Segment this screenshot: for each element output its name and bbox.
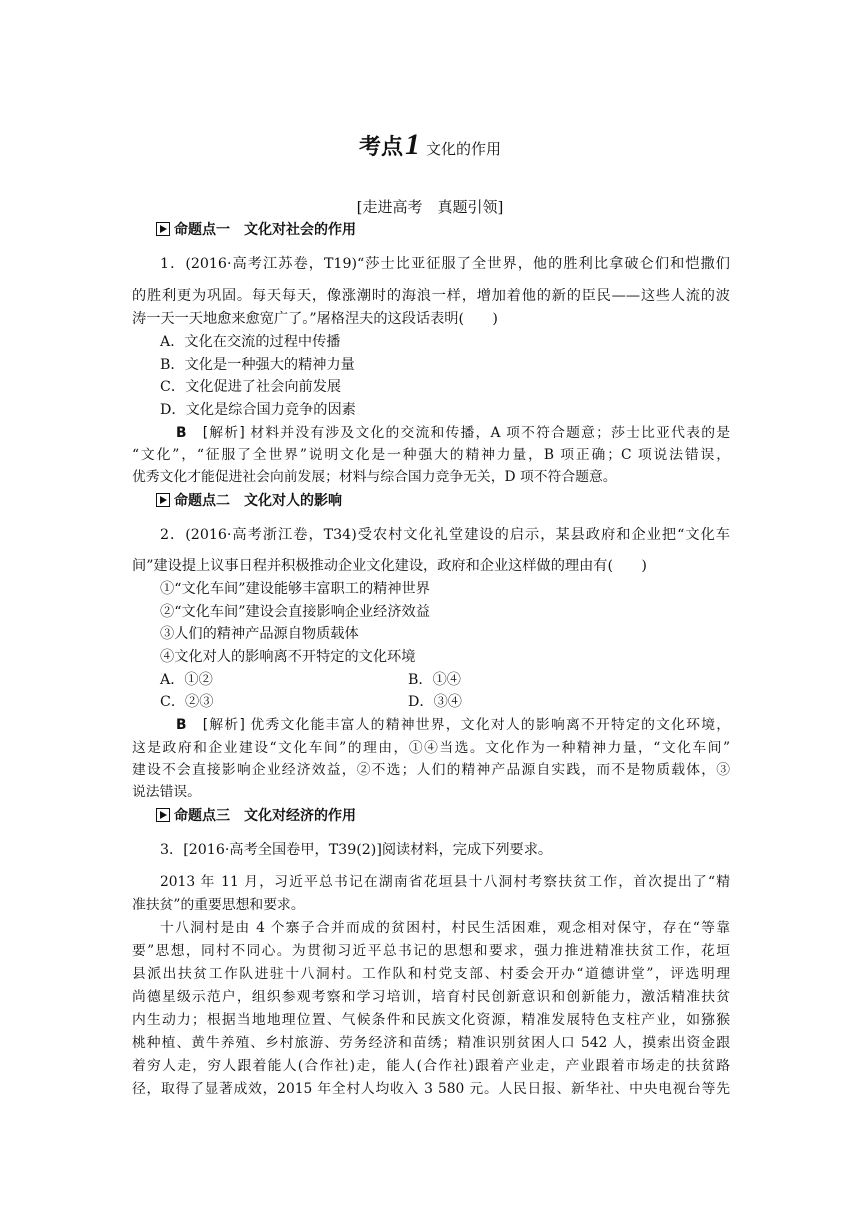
topic-header-3-title: 文化对经济的作用 — [244, 808, 356, 824]
q3-paragraph-2-line-7: 着穷人走，穷人跟着能人(合作社)走，能人(合作社)跟着产业走，产业跟着市场走的扶贫路 — [132, 1058, 730, 1074]
q3-line-1: 3．[2016·高考全国卷甲，T39(2)]阅读材料，完成下列要求。 — [160, 842, 553, 858]
q1-explanation-1: B [解析] 材料并没有涉及文化的交流和传播，A 项不符合题意；莎士比亚代表的是 — [176, 425, 731, 441]
play-triangle-icon — [156, 808, 170, 822]
q2-explanation-3: 建设不会直接影响企业经济效益，②不选；人们的精神产品源自实践，而不是物质载体，③ — [132, 762, 730, 778]
q1-explanation-3: 优秀文化才能促进社会向前发展；材料与综合国力竞争无关，D 项不符合题意。 — [132, 469, 617, 485]
q3-paragraph-2-line-6: 桃种植、黄牛养殖、乡村旅游、劳务经济和苗绣；精准识别贫困人口 542 人，摸索出资金跟 — [132, 1035, 730, 1051]
q2-explanation-1: B [解析] 优秀文化能丰富人的精神世界，文化对人的影响离不开特定的文化环境， — [176, 717, 731, 733]
topic-header-1-title: 文化对社会的作用 — [244, 222, 356, 238]
q2-statement-1: ①“文化车间”建设能够丰富职工的精神世界 — [160, 581, 430, 597]
title-number: 1 — [405, 128, 420, 161]
topic-header-2-label: 命题点二 — [174, 493, 230, 509]
q3-paragraph-2-line-2: 要”思想，同村不同心。为贯彻习近平总书记的思想和要求，强力推进精准扶贫工作，花垣 — [132, 943, 730, 959]
q3-paragraph-2-line-5: 内生动力；根据当地地理位置、气候条件和民族文化资源，精准发展特色支柱产业，如猕猴 — [132, 1012, 730, 1028]
q2-statement-4: ④文化对人的影响离不开特定的文化环境 — [160, 649, 416, 665]
q2-option-d: D．③④ — [408, 694, 462, 710]
q1-line-1: 1．(2016·高考江苏卷，T19)“莎士比亚征服了全世界，他的胜利比拿破仑们和恺撒们 — [160, 256, 730, 272]
q1-line-3: 涛一天一天地愈来愈宽广了。”屠格涅夫的这段话表明( ) — [132, 311, 498, 327]
q3-paragraph-1-line-1: 2013 年 11 月，习近平总书记在湖南省花垣县十八洞村考察扶贫工作，首次提出了“精 — [160, 874, 730, 890]
topic-header-2-title: 文化对人的影响 — [244, 493, 342, 509]
play-triangle-icon — [156, 222, 170, 236]
q1-line-2: 的胜利更为巩固。每天每天，像涨潮时的海浪一样，增加着他的新的臣民——这些人流的波 — [132, 288, 730, 304]
q2-statement-2: ②“文化车间”建设会直接影响企业经济效益 — [160, 604, 430, 620]
q2-option-c: C．②③ — [160, 694, 214, 710]
q3-paragraph-2-line-8: 径，取得了显著成效，2015 年全村人均收入 3 580 元。人民日报、新华社、中央电视台等先 — [132, 1081, 730, 1097]
q1-option-a: A．文化在交流的过程中传播 — [160, 334, 341, 350]
q1-option-c: C．文化促进了社会向前发展 — [160, 379, 342, 395]
q2-explanation-4: 说法错误。 — [132, 784, 201, 800]
q3-paragraph-2-line-1: 十八洞村是由 4 个寨子合并而成的贫困村，村民生活困难，观念相对保守，存在“等靠 — [160, 920, 730, 936]
q3-paragraph-2-line-3: 县派出扶贫工作队进驻十八洞村。工作队和村党支部、村委会开办“道德讲堂”，评选明理 — [132, 966, 730, 982]
topic-header-1 — [156, 219, 356, 239]
q2-explanation-2: 这是政府和企业建设“文化车间”的理由，①④当选。文化作为一种精神力量，“文化车间” — [132, 740, 730, 756]
q1-explanation-2: “文化”，“征服了全世界”说明文化是一种强大的精神力量，B 项正确；C 项说法错误， — [132, 447, 730, 463]
q2-option-a: A．①② — [160, 672, 213, 688]
title-kaodian: 考点 — [358, 135, 403, 160]
section-heading: [走进高考 真题引领] — [356, 198, 504, 216]
q2-option-b: B．①④ — [408, 672, 461, 688]
topic-header-2 — [156, 490, 342, 510]
q2-statement-3: ③人们的精神产品源自物质载体 — [160, 626, 359, 642]
q1-option-d: D．文化是综合国力竞争的因素 — [160, 402, 356, 418]
topic-header-3-label: 命题点三 — [174, 808, 230, 824]
topic-header-3 — [156, 805, 356, 825]
q2-line-2: 间”建设提上议事日程并积极推动企业文化建设，政府和企业这样做的理由有( ) — [132, 558, 647, 574]
q1-option-b: B．文化是一种强大的精神力量 — [160, 357, 355, 373]
title-subtitle: 文化的作用 — [426, 140, 502, 158]
play-triangle-icon — [156, 493, 170, 507]
topic-header-1-label: 命题点一 — [174, 222, 230, 238]
page-title — [0, 128, 860, 162]
q3-paragraph-1-line-2: 准扶贫”的重要思想和要求。 — [132, 897, 305, 913]
q2-line-1: 2．(2016·高考浙江卷，T34)受农村文化礼堂建设的启示，某县政府和企业把“文化车 — [160, 527, 730, 543]
q3-paragraph-2-line-4: 尚德星级示范户，组织参观考察和学习培训，培育村民创新意识和创新能力，激活精准扶贫 — [132, 989, 730, 1005]
